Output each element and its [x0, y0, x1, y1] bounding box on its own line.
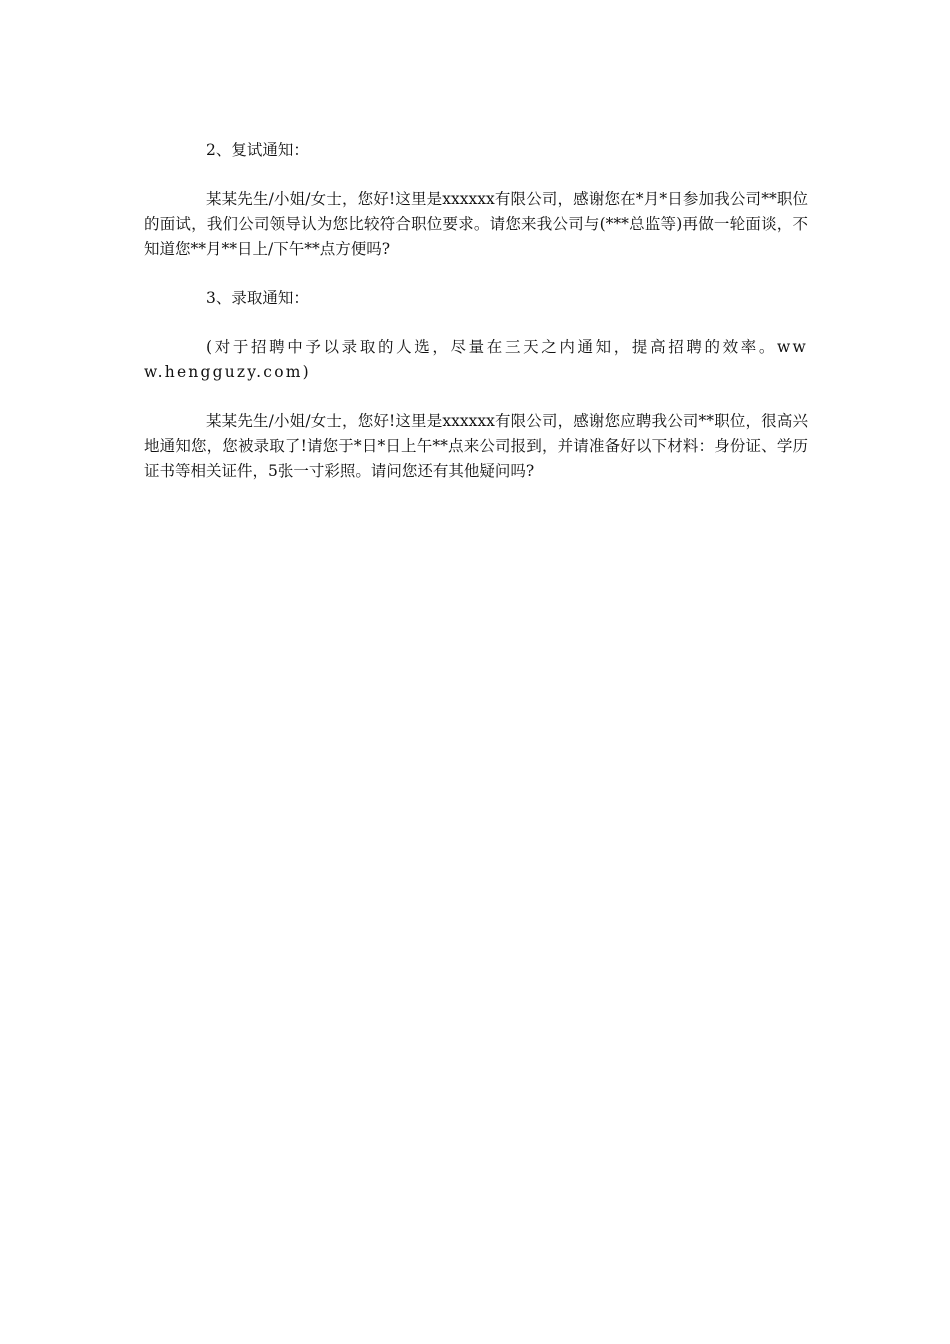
section-2-heading: 2、复试通知： — [206, 141, 309, 159]
spacer — [144, 163, 808, 187]
spacer — [144, 311, 808, 335]
document-content — [144, 138, 808, 484]
hiring-note-paragraph: (对于招聘中予以录取的人选，尽量在三天之内通知，提高招聘的效率。www.hengguzy.com) — [144, 338, 808, 381]
offer-notice-paragraph: 某某先生/小姐/女士，您好!这里是xxxxxx有限公司，感谢您应聘我公司**职位，很高兴地通知您，您被录取了!请您于*日*日上午**点来公司报到，并请准备好以下材料：身份证、学历证书等相关证件，5张一寸彩照。请问您还有其他疑问吗? — [144, 412, 808, 480]
spacer — [144, 385, 808, 409]
reinterview-notice-paragraph: 某某先生/小姐/女士，您好!这里是xxxxxx有限公司，感谢您在*月*日参加我公司**职位的面试，我们公司领导认为您比较符合职位要求。请您来我公司与(***总监等)再做一轮面谈，不知道您**月**日上/下午**点方便吗? — [144, 190, 808, 258]
section-3-heading: 3、录取通知： — [206, 289, 309, 307]
spacer — [144, 262, 808, 286]
